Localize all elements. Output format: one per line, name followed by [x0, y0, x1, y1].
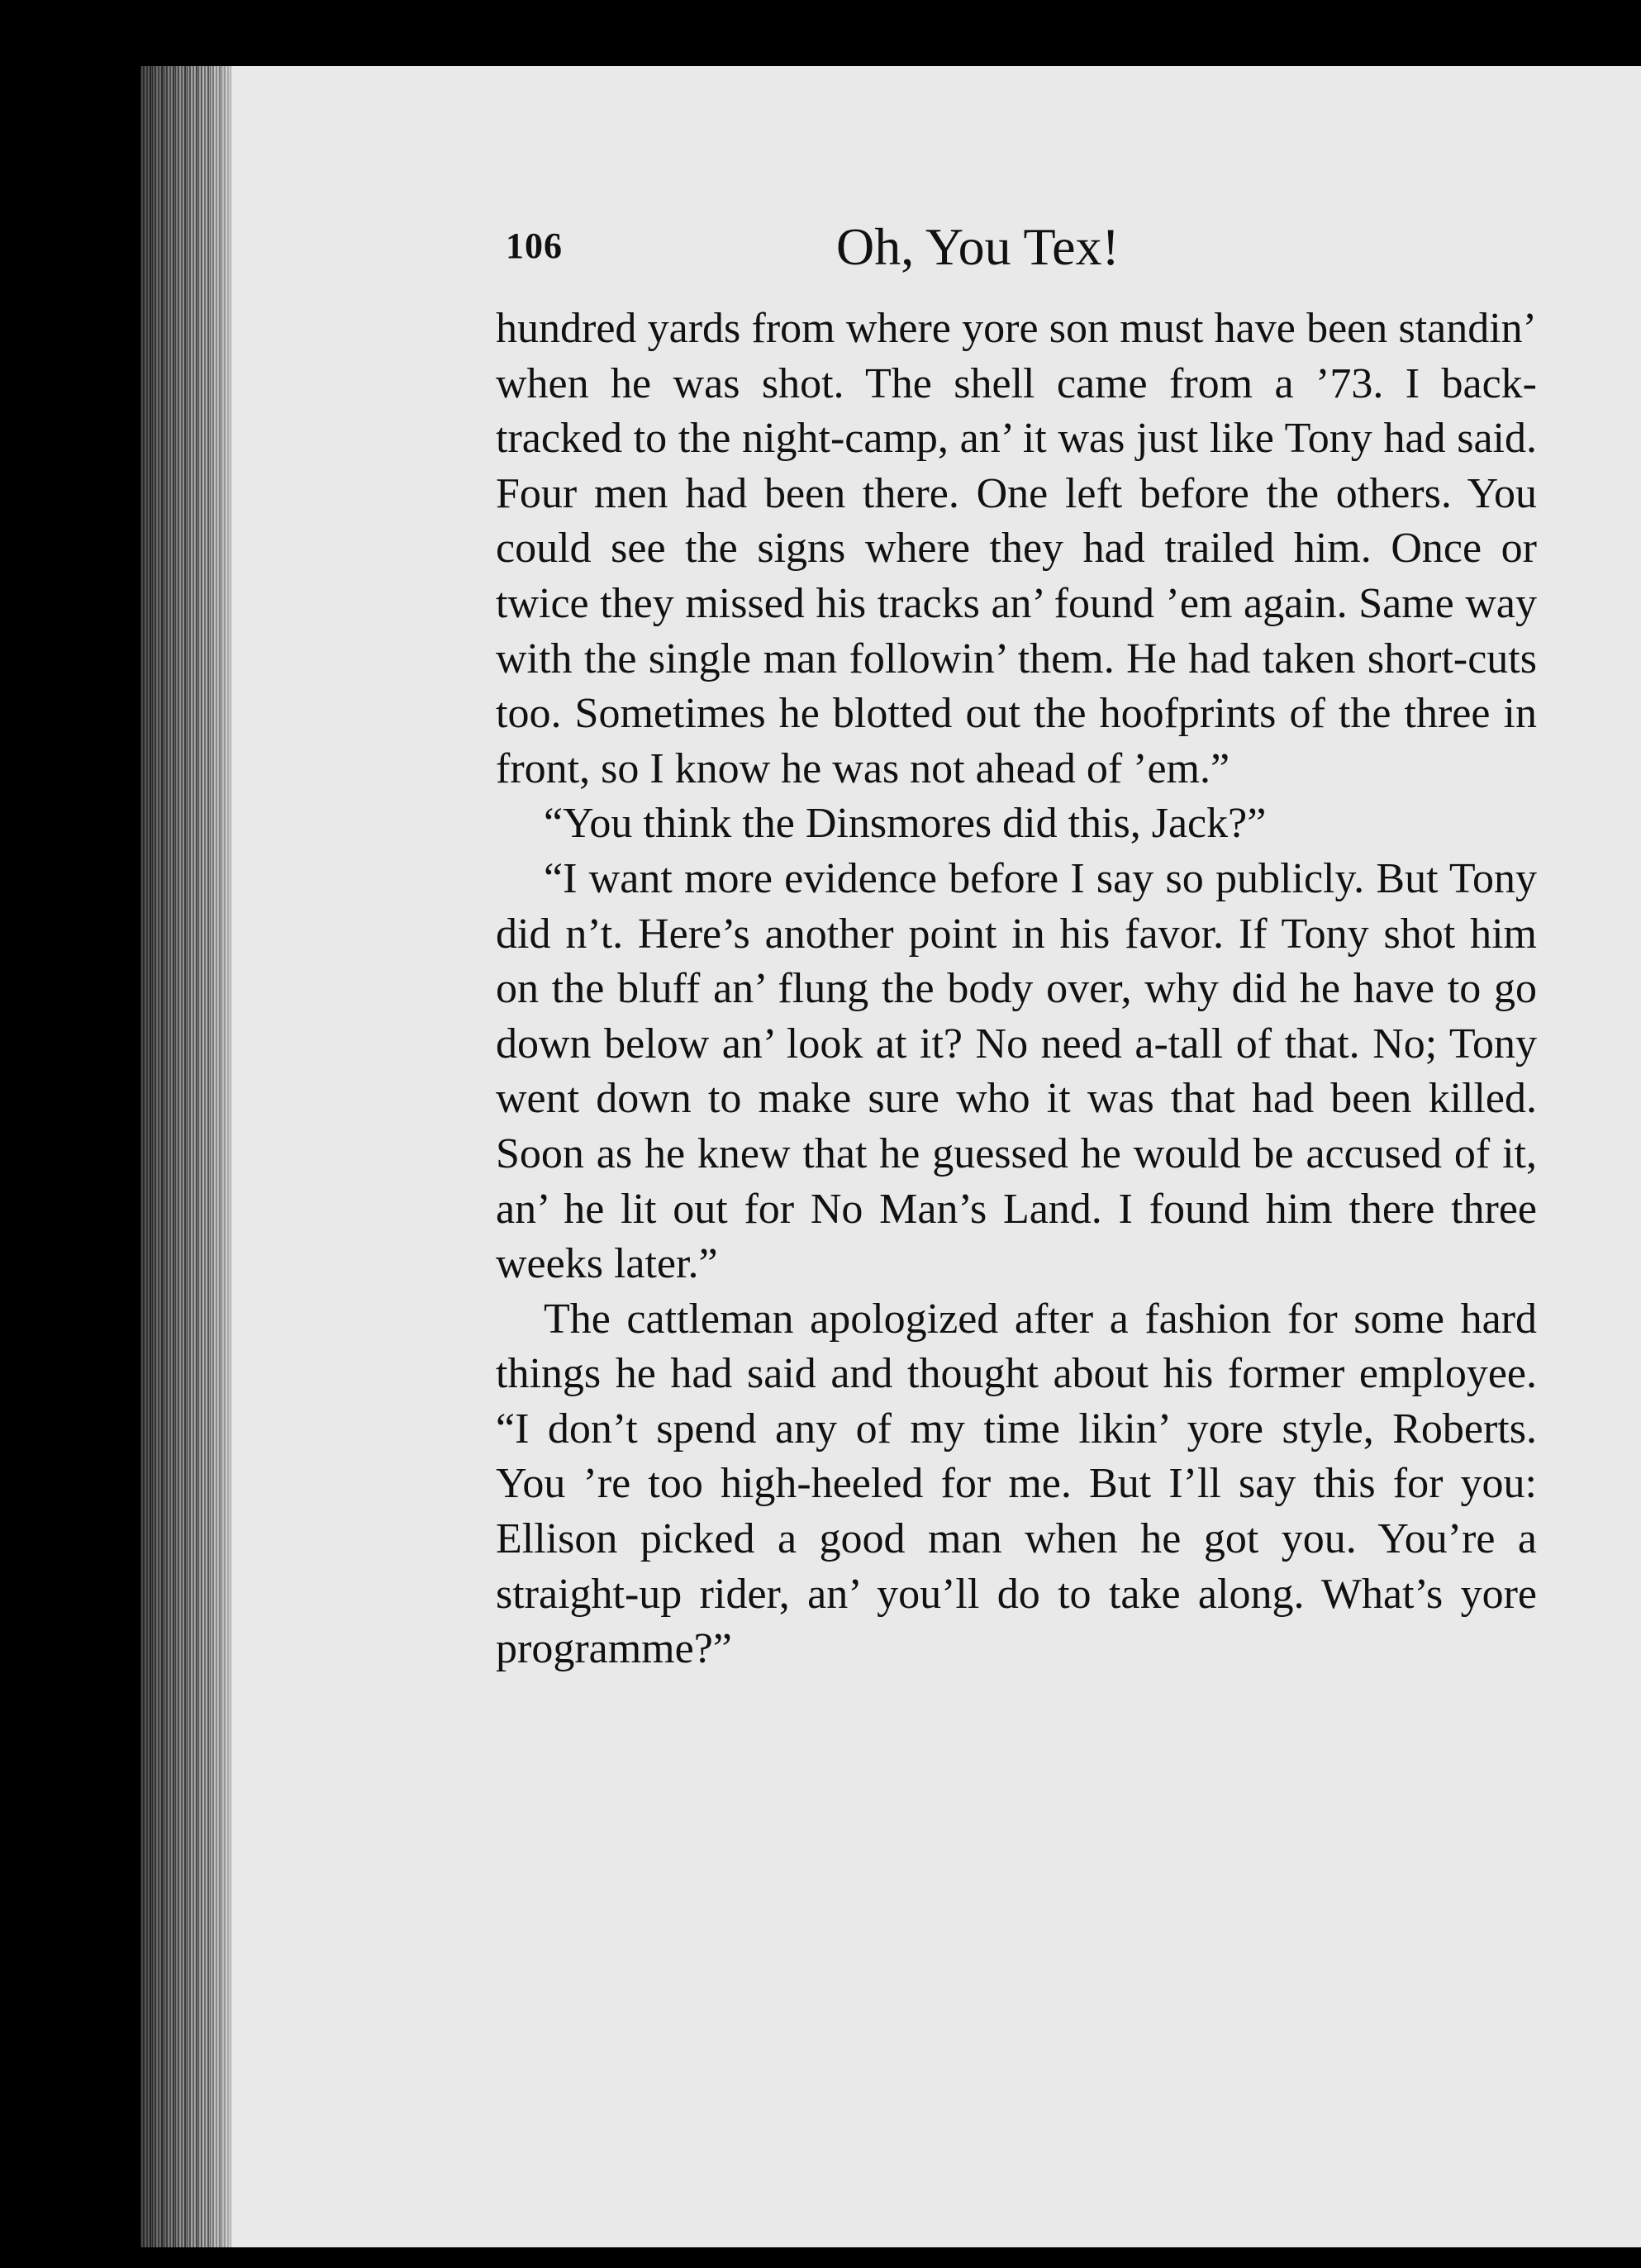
scan-top-border	[0, 0, 1641, 66]
paragraph: “I want more evidence before I say so publicly. But Tony did n’t. Here’s another point in his favor. If Tony shot him on the bluff an’ flung the body over, why did he have to go down below an’ look at it? No need a-tall of that. No; Tony went down to make sure who it was that had been killed. Soon as he knew that he guessed he would be accused of it, an’ he lit out for No Man’s Land. I found him there three weeks later.”	[496, 854, 1537, 1288]
paragraph: The cattleman apologized after a fashion for some hard things he had said and thought about his former employee. “I don’t spend any of my time likin’ yore style, Roberts. You ’re too high-heeled for me. But I’ll say this for you: Ellison picked a good man when he got you. You’re a straight-up rider, an’ you’ll do to take along. What’s yore programme?”	[496, 1295, 1537, 1673]
body-text	[496, 302, 1537, 1677]
running-title: Oh, You Tex!	[836, 217, 1120, 276]
page-number: 106	[506, 226, 563, 266]
paragraph: hundred yards from where yore son must have been standin’ when he was shot. The shell came from a ’73. I back-tracked to the night-camp, an’ it was just like Tony had said. Four men had been there. One left before the others. You could see the signs where they had trailed him. Once or twice they missed his tracks an’ found ’em again. Same way with the single man followin’ them. He had taken short-cuts too. Sometimes he blotted out the hoofprints of the three in front, so I know he was not ahead of ’em.”	[496, 305, 1537, 792]
page-header	[506, 216, 1539, 283]
book-page-edges	[140, 66, 231, 2247]
paragraph: “You think the Dinsmores did this, Jack?”	[544, 800, 1267, 848]
scan-left-border	[0, 0, 140, 2268]
scan-bottom-border	[0, 2247, 1641, 2268]
